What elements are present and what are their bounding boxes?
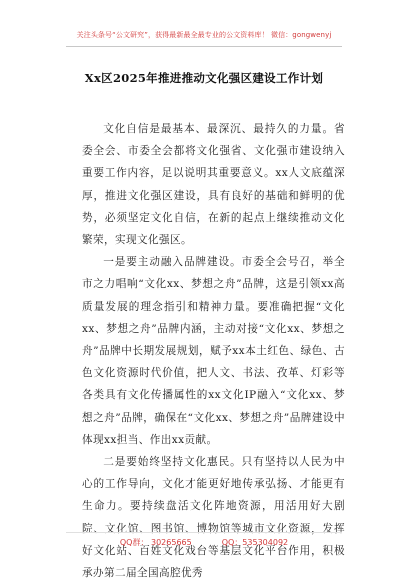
- header-divider: [66, 46, 342, 47]
- footer-qq-group: QQ群： 30265665: [119, 538, 192, 547]
- document-title: Xx区2025年推进推动文化强区建设工作计划: [84, 71, 324, 85]
- document-body: [82, 118, 345, 584]
- footer-qq-number: QQ：535304092: [221, 538, 289, 547]
- paragraph-intro: 文化自信是最基本、最深沉、最持久的力量。省委全会、市委全会都将文化强省、文化强市建设纳入重要工作内容，足以说明其重要意义。xx人文底蕴深厚，推进文化强区建设，具有良好的基础和鲜明的优势，必须坚定文化自信，在新的起点上继续推动文化繁荣，实现文化强区。: [82, 123, 345, 247]
- paragraph-brand-building: 一是要主动融入品牌建设。市委全会号召，举全市之力唱响“文化xx、梦想之舟”品牌，这是引领xx高质量发展的理念指引和精神力量。要准确把握“文化xx、梦想之舟”品牌内涵，主动对接“文化xx、梦想之舟”品牌中长期发展规划，赋予xx本土红色、绿色、古色文化资源时代价值，把人文、书法、孜革、灯彩等各类具有文化传播属性的xx文化IP融入“文化xx、梦想之舟”品牌，确保在“文化xx、梦想之舟”品牌建设中体现xx担当、作出xx贡献。: [82, 256, 345, 446]
- footer-contact: [0, 537, 408, 548]
- footer-divider: [66, 532, 342, 533]
- paragraph-cultural-benefit: 二是要始终坚持文化惠民。只有坚持以人民为中心的工作导向，文化才能更好地传承弘扬、才能更有生命力。要持续盘活文化阵地资源，用活用好大剧院、文化馆、图书馆、博物馆等城市文化资源，发挥好文化站、百姓文化戏台等基层文化平台作用，积极承办第二届全国高腔优秀: [82, 456, 345, 580]
- header-banner: 关注头条号“公文研究”，获得最新最全最专业的公文资料库！ 微信：gongwenyj: [76, 31, 332, 39]
